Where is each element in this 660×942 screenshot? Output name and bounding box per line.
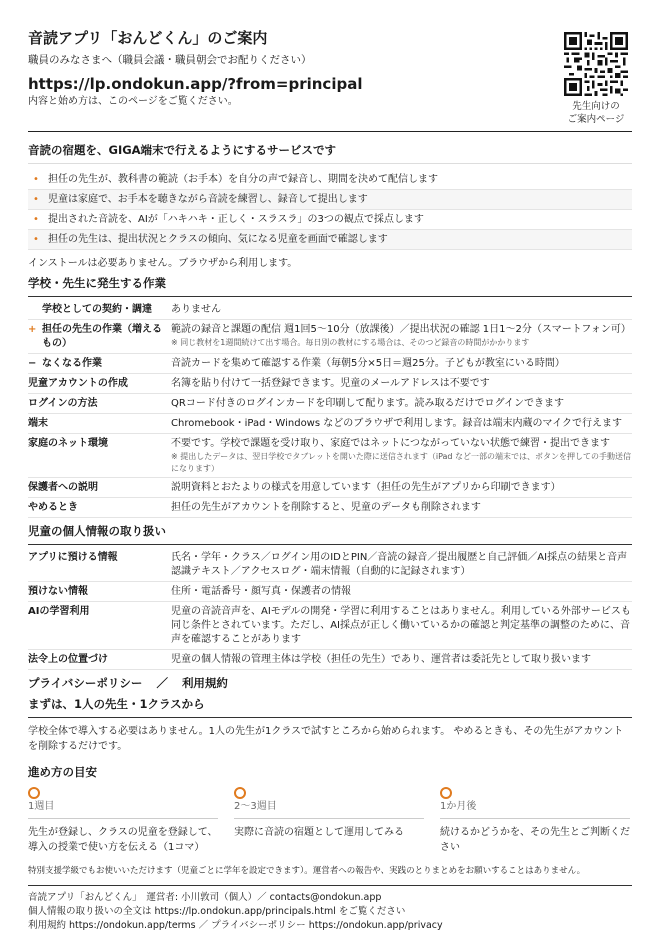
privacy-heading: 児童の個人情報の取り扱い [28, 524, 166, 538]
table-row: AIの学習利用 児童の音読音声を、AIモデルの開発・学習に利用することはありません。利用している外部サービスも同じ条件とされています。ただし、AI採点が正しく働いているかの確認と判定基準の調整のために、音声を確認することがあります [28, 602, 632, 650]
service-heading: 音読の宿題を、GIGA端末で行えるようにするサービスです [28, 143, 337, 157]
table-row: やめるとき 担任の先生がアカウントを削除すると、児童のデータも削除されます [28, 498, 632, 518]
step-text: 続けるかどうかを、その先生とご判断ください [440, 827, 630, 853]
table-row: アプリに預ける情報 氏名・学年・クラス／ログイン用のIDとPIN／音読の録音／提出履歴と自己評価／AI採点の結果と音声認識テキスト／アクセスログ・端末情報（自動的に記録されます） [28, 548, 632, 582]
table-row: 児童アカウントの作成 名簿を貼り付けて一括登録できます。児童のメールアドレスは不要です [28, 374, 632, 394]
tasks-table [28, 300, 632, 518]
table-row: 法令上の位置づけ 児童の個人情報の管理主体は学校（担任の先生）であり、運営者は委託先として取り扱います [28, 650, 632, 670]
bullet-icon: • [33, 234, 39, 245]
table-row: 保護者への説明 説明資料とおたよりの様式を用意しています（担任の先生がアプリから印刷できます） [28, 478, 632, 498]
guide-url-note: 内容と始め方は、このページをご覧ください。 [28, 96, 238, 107]
start-heading: まずは、1人の先生・1クラスから [28, 697, 205, 711]
terms-link[interactable]: 利用規約 [181, 676, 228, 690]
qr-code-icon[interactable] [564, 32, 628, 96]
step-label: 1週目 [28, 800, 218, 819]
install-note: インストールは必要ありません。ブラウザから利用します。 [28, 258, 298, 269]
list-item: • 担任の先生は、提出状況とクラスの傾向、気になる児童を画面で確認します [28, 230, 632, 250]
policy-separator: ／ [156, 676, 168, 690]
service-bullet-list [28, 170, 632, 250]
divider [28, 131, 632, 132]
step-circle-icon [440, 787, 452, 799]
step-circle-icon [234, 787, 246, 799]
table-row: 端末 Chromebook・iPad・Windows などのブラウザで利用します。録音は端末内蔵のマイクで行えます [28, 414, 632, 434]
footer-privacy-url: 個人情報の取り扱いの全文は https://lp.ondokun.app/principals.html をご覧ください [28, 906, 406, 917]
table-row: ログインの方法 QRコード付きのログインカードを印刷して配ります。読み取るだけでログインできます [28, 394, 632, 414]
steps-timeline [28, 787, 632, 857]
plus-icon: + [28, 324, 37, 335]
list-item: • 児童は家庭で、お手本を聴きながら音読を練習し、録音して提出します [28, 190, 632, 210]
divider [28, 296, 632, 297]
divider [28, 163, 632, 164]
step-item [234, 787, 424, 840]
bullet-icon: • [33, 194, 39, 205]
divider [28, 717, 632, 718]
privacy-policy-link[interactable]: プライバシーポリシー [28, 676, 143, 690]
step-text: 先生が登録し、クラスの児童を登録して、導入の授業で使い方を伝える（1コマ） [28, 827, 218, 853]
step-label: 2〜3週目 [234, 800, 424, 819]
footer-operator: 音読アプリ「おんどくん」 運営者: 小川敦司（個人）／ contacts@ondokun.app [28, 892, 382, 903]
steps-heading: 進め方の目安 [28, 765, 97, 779]
step-item [440, 787, 630, 855]
table-row: 家庭のネット環境 不要です。学校で課題を受け取り、家庭ではネットにつながっていない状態で練習・提出できます ※ 提出したデータは、翌日学校でタブレットを開いた際に送信されます（iPad など一部の端末では、ボタンを押しての手動送信になります） [28, 434, 632, 478]
guide-url[interactable]: https://lp.ondokun.app/?from=principal [28, 75, 363, 93]
footer-terms-url: 利用規約 https://ondokun.app/terms ／ プライバシーポリシー https://ondokun.app/privacy [28, 920, 443, 931]
start-text: 学校全体で導入する必要はありません。1人の先生が1クラスで試すところから始められます。 やめるときも、その先生がアカウントを削除するだけです。 [28, 726, 624, 752]
table-row: 学校としての契約・調達 ありません [28, 300, 632, 320]
divider [28, 885, 632, 886]
page-subtitle: 職員のみなさまへ（職員会議・職員朝会でお配りください） [28, 54, 312, 66]
minus-icon: − [28, 358, 37, 369]
table-row: 預けない情報 住所・電話番号・顔写真・保護者の情報 [28, 582, 632, 602]
step-item [28, 787, 218, 855]
privacy-table [28, 548, 632, 670]
page-title: 音読アプリ「おんどくん」のご案内 [28, 29, 268, 47]
steps-note: 特別支援学級でもお使いいただけます（児童ごとに学年を設定できます）。運営者への報告や、実践のとりまとめをお願いすることはありません。 [28, 866, 586, 876]
bullet-icon: • [33, 174, 39, 185]
divider [28, 544, 632, 545]
guide-page [28, 28, 632, 933]
table-row: + 担任の先生の作業（増えるもの） 範読の録音と課題の配信 週1回5〜10分（放課後）／提出状況の確認 1日1〜2分（スマートフォン可） ※ 同じ教材を1週間続けて出す場合。毎日別の教材にする場合は、そのつど録音の時間がかかります [28, 320, 632, 354]
list-item: • 担任の先生が、教科書の範読（お手本）を自分の声で録音し、期間を決めて配信します [28, 170, 632, 190]
step-circle-icon [28, 787, 40, 799]
table-row: − なくなる作業 音読カードを集めて確認する作業（毎朝5分×5日＝週25分。子どもが教室にいる時間） [28, 354, 632, 374]
policy-links [28, 675, 632, 691]
step-label: 1か月後 [440, 800, 630, 819]
list-item: • 提出された音読を、AIが「ハキハキ・正しく・スラスラ」の3つの観点で採点します [28, 210, 632, 230]
footer [28, 891, 632, 933]
tasks-heading: 学校・先生に発生する作業 [28, 276, 166, 290]
step-text: 実際に音読の宿題として運用してみる [234, 827, 404, 838]
bullet-icon: • [33, 214, 39, 225]
qr-caption: 先生向けの ご案内ページ [567, 101, 625, 125]
